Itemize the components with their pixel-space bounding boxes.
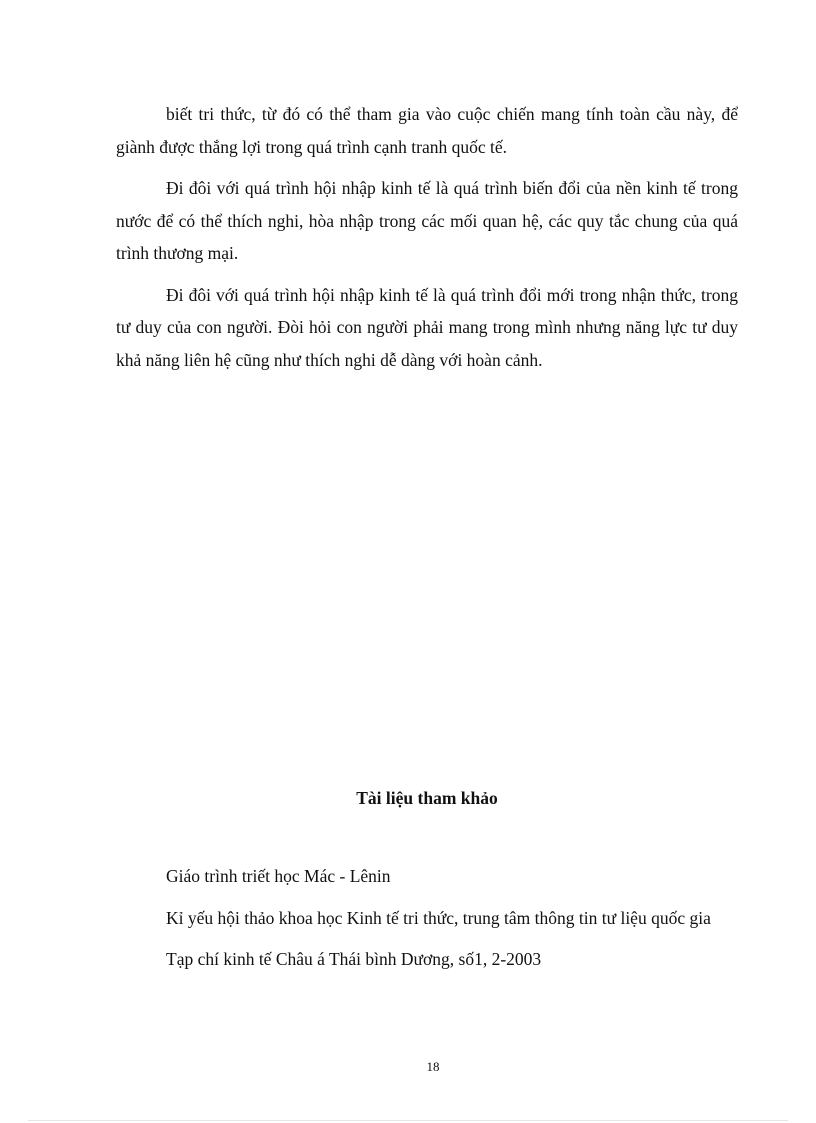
reference-item: Kỉ yếu hội thảo khoa học Kinh tế tri thức, trung tâm thông tin tư liệu quốc gia	[166, 907, 711, 928]
reference-item: Tạp chí kinh tế Châu á Thái bình Dương, số1, 2-2003	[166, 949, 542, 969]
paragraph-continuation: biết tri thức, từ đó có thể tham gia vào cuộc chiến mang tính toàn cầu này, để giành được thắng lợi trong quá trình cạnh tranh quốc tế.	[116, 104, 738, 157]
page-bottom-divider	[28, 1120, 788, 1121]
paragraph-economic-transformation: Đi đôi với quá trình hội nhập kinh tế là quá trình biến đổi của nền kinh tế trong nước để có thể thích nghi, hòa nhập trong các mối quan hệ, các quy tắc chung của quá trình thương mại.	[116, 178, 738, 263]
reference-item: Giáo trình triết học Mác - Lênin	[166, 866, 391, 886]
page-number: 18	[426, 1059, 440, 1074]
references-heading: Tài liệu tham khảo	[356, 788, 498, 808]
paragraph-thinking-renewal: Đi đôi với quá trình hội nhập kinh tế là quá trình đổi mới trong nhận thức, trong tư duy của con người. Đòi hỏi con người phải mang trong mình nhưng năng lực tư duy khả năng liên hệ cũng như thích nghi dễ dàng với hoàn cảnh.	[116, 284, 738, 370]
body-text	[116, 98, 738, 385]
references-list	[116, 860, 738, 985]
